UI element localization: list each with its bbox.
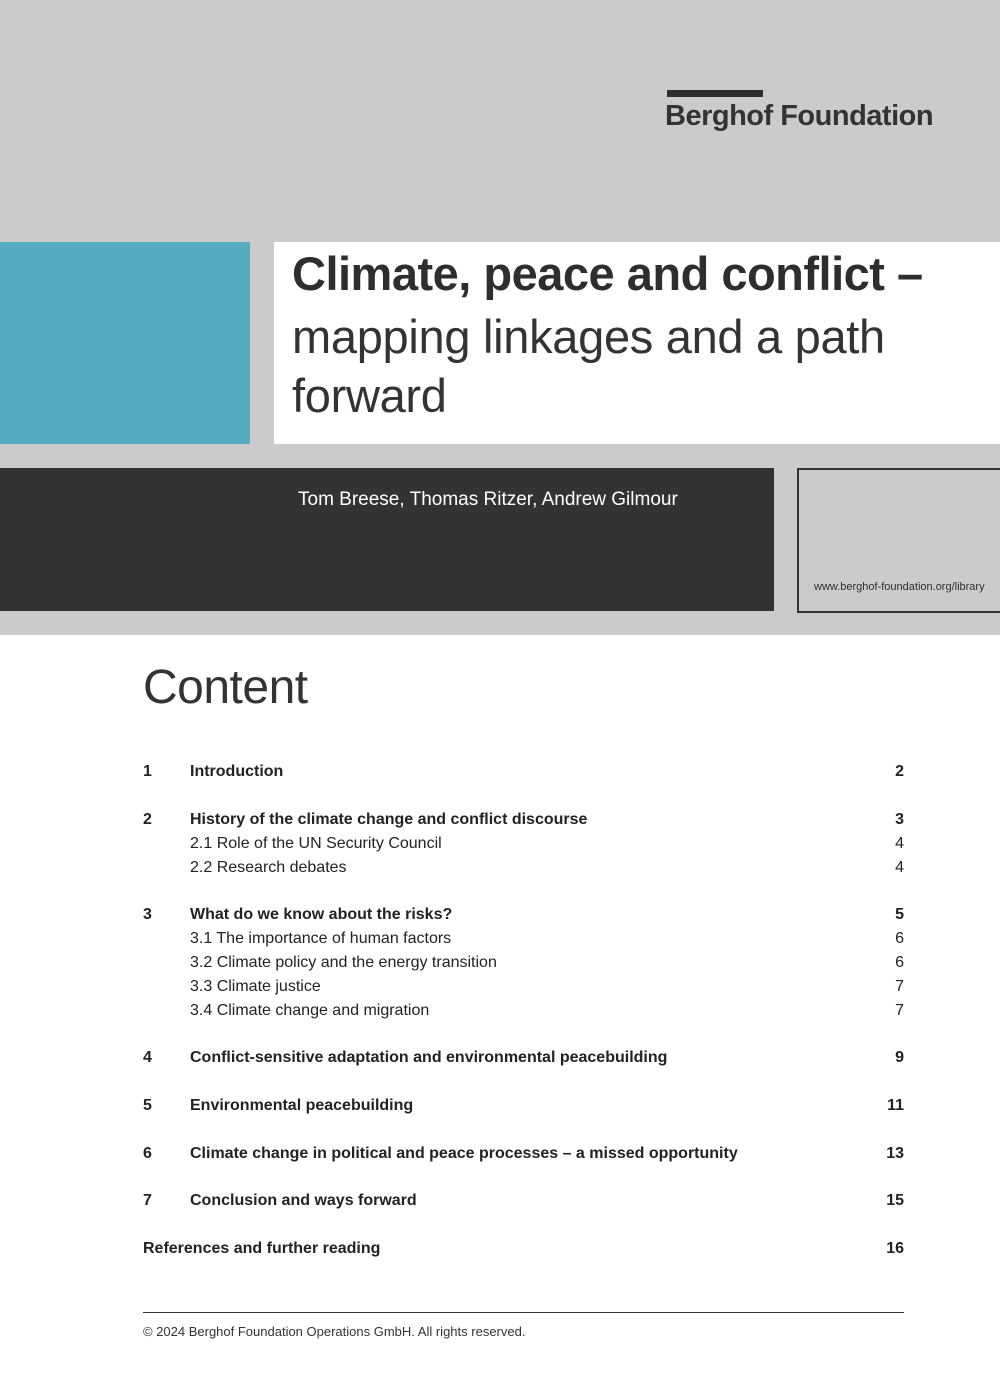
logo-bar (667, 90, 763, 97)
toc-page: 11 (887, 1097, 904, 1114)
toc-page: 2 (895, 763, 904, 780)
title-bold: Climate, peace and conflict – (292, 247, 923, 300)
authors: Tom Breese, Thomas Ritzer, Andrew Gilmour (298, 489, 678, 510)
toc-page: 16 (886, 1240, 904, 1257)
toc-number: 4 (143, 1049, 152, 1066)
toc-title: History of the climate change and conflict discourse (190, 811, 588, 828)
toc-page: 6 (895, 954, 904, 971)
toc-title: Environmental peacebuilding (190, 1097, 414, 1114)
toc-page: 13 (886, 1145, 904, 1162)
toc-title: 3.3 Climate justice (190, 978, 321, 995)
toc-page: 9 (895, 1049, 904, 1066)
toc-number: 5 (143, 1097, 152, 1114)
footer-divider (143, 1312, 904, 1313)
toc-page: 7 (895, 1002, 904, 1019)
toc-title: References and further reading (143, 1240, 381, 1257)
toc-title: 3.2 Climate policy and the energy transition (190, 954, 497, 971)
toc-title: Introduction (190, 763, 284, 780)
toc-title: What do we know about the risks? (190, 906, 453, 923)
toc-title: Conclusion and ways forward (190, 1192, 417, 1209)
toc-number: 7 (143, 1192, 152, 1209)
title-subtitle: mapping linkages and a path forward (292, 310, 885, 422)
toc-heading: Content (143, 661, 308, 714)
toc-page: 6 (895, 930, 904, 947)
toc-title: 3.1 The importance of human factors (190, 930, 452, 947)
toc-number: 6 (143, 1145, 152, 1162)
toc-page: 4 (895, 835, 904, 852)
teal-accent-block (0, 242, 250, 444)
toc-page: 15 (886, 1192, 904, 1209)
toc-page: 4 (895, 859, 904, 876)
toc-title: Climate change in political and peace processes – a missed opportunity (190, 1145, 738, 1162)
toc-page: 5 (895, 906, 904, 923)
toc-number: 3 (143, 906, 152, 923)
toc-title: 2.2 Research debates (190, 859, 347, 876)
library-url[interactable]: www.berghof-foundation.org/library (814, 581, 985, 593)
toc-number: 1 (143, 763, 152, 780)
toc-title: 3.4 Climate change and migration (190, 1002, 430, 1019)
toc-number: 2 (143, 811, 152, 828)
toc-page: 7 (895, 978, 904, 995)
toc-title: Conflict-sensitive adaptation and environmental peacebuilding (190, 1049, 668, 1066)
toc-page: 3 (895, 811, 904, 828)
logo: Berghof Foundation (665, 100, 934, 132)
toc-title: 2.1 Role of the UN Security Council (190, 835, 442, 852)
copyright: © 2024 Berghof Foundation Operations GmbH. All rights reserved. (143, 1324, 526, 1339)
